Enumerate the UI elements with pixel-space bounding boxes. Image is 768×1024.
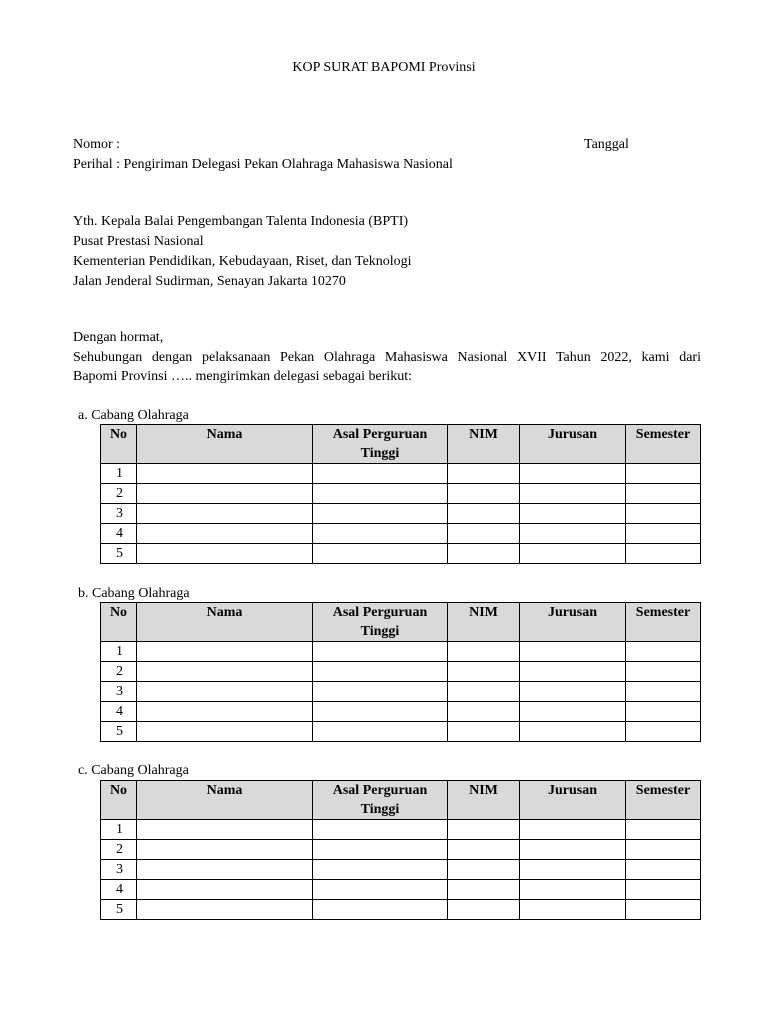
table-cell[interactable] xyxy=(520,702,626,722)
table-cell[interactable] xyxy=(520,880,626,900)
row-number: 5 xyxy=(101,544,137,564)
table-cell[interactable] xyxy=(626,840,701,860)
table-row xyxy=(101,524,701,544)
section-label: c. Cabang Olahraga xyxy=(78,763,189,778)
table-cell[interactable] xyxy=(313,662,448,682)
table-cell[interactable] xyxy=(137,722,313,742)
column-header: Nama xyxy=(137,603,313,642)
table-header-row xyxy=(101,781,701,820)
table-cell[interactable] xyxy=(448,722,520,742)
table-header-row xyxy=(101,603,701,642)
table-row xyxy=(101,820,701,840)
column-header: No xyxy=(101,781,137,820)
table-cell[interactable] xyxy=(313,504,448,524)
table-cell[interactable] xyxy=(520,484,626,504)
perihal-field: Perihal : Pengiriman Delegasi Pekan Olahraga Mahasiswa Nasional xyxy=(73,157,453,172)
recipient-line: Yth. Kepala Balai Pengembangan Talenta Indonesia (BPTI) xyxy=(73,214,409,229)
table-cell[interactable] xyxy=(448,642,520,662)
table-cell[interactable] xyxy=(137,544,313,564)
table-cell[interactable] xyxy=(520,544,626,564)
delegation-table xyxy=(100,424,701,564)
column-header: Nama xyxy=(137,425,313,464)
table-cell[interactable] xyxy=(626,880,701,900)
delegation-table xyxy=(100,602,701,742)
row-number: 3 xyxy=(101,682,137,702)
table-cell[interactable] xyxy=(313,642,448,662)
column-header: Jurusan xyxy=(520,425,626,464)
table-cell[interactable] xyxy=(313,702,448,722)
column-header: Semester xyxy=(626,781,701,820)
table-cell[interactable] xyxy=(137,662,313,682)
table-row xyxy=(101,484,701,504)
table-row xyxy=(101,840,701,860)
table-cell[interactable] xyxy=(313,860,448,880)
row-number: 3 xyxy=(101,860,137,880)
table-cell[interactable] xyxy=(626,524,701,544)
table-cell[interactable] xyxy=(520,524,626,544)
table-cell[interactable] xyxy=(137,642,313,662)
table-row xyxy=(101,544,701,564)
column-header: Semester xyxy=(626,603,701,642)
column-header: Asal Perguruan Tinggi xyxy=(313,425,448,464)
recipient-line: Kementerian Pendidikan, Kebudayaan, Riset, dan Teknologi xyxy=(73,254,412,269)
table-cell[interactable] xyxy=(137,484,313,504)
table-cell[interactable] xyxy=(313,840,448,860)
table-cell[interactable] xyxy=(520,464,626,484)
table-cell[interactable] xyxy=(137,880,313,900)
table-cell[interactable] xyxy=(626,682,701,702)
table-row xyxy=(101,880,701,900)
column-header: Asal Perguruan Tinggi xyxy=(313,781,448,820)
column-header: NIM xyxy=(448,603,520,642)
table-row xyxy=(101,722,701,742)
table-cell[interactable] xyxy=(520,820,626,840)
recipient-line: Pusat Prestasi Nasional xyxy=(73,234,204,249)
row-number: 1 xyxy=(101,464,137,484)
table-cell[interactable] xyxy=(448,662,520,682)
nomor-field: Nomor : xyxy=(73,137,121,152)
row-number: 3 xyxy=(101,504,137,524)
table-cell[interactable] xyxy=(626,484,701,504)
table-cell[interactable] xyxy=(448,860,520,880)
column-header: Semester xyxy=(626,425,701,464)
row-number: 2 xyxy=(101,840,137,860)
table-cell[interactable] xyxy=(313,484,448,504)
table-cell[interactable] xyxy=(520,840,626,860)
table-cell[interactable] xyxy=(137,860,313,880)
table-cell[interactable] xyxy=(137,840,313,860)
table-cell[interactable] xyxy=(448,702,520,722)
table-header-row xyxy=(101,425,701,464)
row-number: 1 xyxy=(101,642,137,662)
row-number: 4 xyxy=(101,524,137,544)
section-label: b. Cabang Olahraga xyxy=(78,586,190,601)
table-row xyxy=(101,662,701,682)
table-cell[interactable] xyxy=(626,702,701,722)
table-row xyxy=(101,504,701,524)
table-cell[interactable] xyxy=(448,544,520,564)
section-label: a. Cabang Olahraga xyxy=(78,408,189,423)
table-cell[interactable] xyxy=(137,464,313,484)
table-cell[interactable] xyxy=(626,464,701,484)
table-row xyxy=(101,642,701,662)
table-cell[interactable] xyxy=(520,662,626,682)
table-cell[interactable] xyxy=(448,484,520,504)
table-cell[interactable] xyxy=(137,900,313,920)
table-cell[interactable] xyxy=(137,820,313,840)
column-header: No xyxy=(101,603,137,642)
paragraph-line: Sehubungan dengan pelaksanaan Pekan Olahraga Mahasiswa Nasional XVII Tahun 2022, kami dari xyxy=(73,350,701,365)
table-cell[interactable] xyxy=(626,662,701,682)
column-header: Jurusan xyxy=(520,603,626,642)
table-cell[interactable] xyxy=(520,682,626,702)
column-header: No xyxy=(101,425,137,464)
table-cell[interactable] xyxy=(448,820,520,840)
row-number: 4 xyxy=(101,880,137,900)
table-cell[interactable] xyxy=(137,524,313,544)
row-number: 2 xyxy=(101,662,137,682)
table-cell[interactable] xyxy=(137,702,313,722)
table-cell[interactable] xyxy=(448,504,520,524)
table-cell[interactable] xyxy=(626,544,701,564)
table-cell[interactable] xyxy=(448,464,520,484)
table-cell[interactable] xyxy=(137,682,313,702)
table-row xyxy=(101,682,701,702)
table-row xyxy=(101,702,701,722)
table-cell[interactable] xyxy=(313,464,448,484)
body-paragraph xyxy=(73,348,701,386)
table-cell[interactable] xyxy=(448,840,520,860)
delegation-table xyxy=(100,780,701,920)
tanggal-field: Tanggal xyxy=(584,137,629,152)
table-cell[interactable] xyxy=(520,642,626,662)
table-cell[interactable] xyxy=(520,860,626,880)
column-header: Nama xyxy=(137,781,313,820)
greeting: Dengan hormat, xyxy=(73,330,164,345)
table-cell[interactable] xyxy=(448,682,520,702)
table-cell[interactable] xyxy=(520,900,626,920)
table-row xyxy=(101,860,701,880)
column-header: Asal Perguruan Tinggi xyxy=(313,603,448,642)
column-header: NIM xyxy=(448,425,520,464)
recipient-address xyxy=(73,212,412,292)
table-cell[interactable] xyxy=(626,860,701,880)
row-number: 5 xyxy=(101,722,137,742)
table-cell[interactable] xyxy=(313,544,448,564)
table-cell[interactable] xyxy=(313,820,448,840)
table-cell[interactable] xyxy=(137,504,313,524)
recipient-line: Jalan Jenderal Sudirman, Senayan Jakarta 10270 xyxy=(73,274,346,289)
table-cell[interactable] xyxy=(626,642,701,662)
table-cell[interactable] xyxy=(448,880,520,900)
table-cell[interactable] xyxy=(448,900,520,920)
table-cell[interactable] xyxy=(448,524,520,544)
paragraph-line: Bapomi Provinsi ….. mengirimkan delegasi sebagai berikut: xyxy=(73,369,413,384)
row-number: 2 xyxy=(101,484,137,504)
table-cell[interactable] xyxy=(313,524,448,544)
table-cell[interactable] xyxy=(313,880,448,900)
letterhead: KOP SURAT BAPOMI Provinsi xyxy=(292,60,476,75)
column-header: Jurusan xyxy=(520,781,626,820)
table-row xyxy=(101,464,701,484)
table-cell[interactable] xyxy=(626,900,701,920)
table-cell[interactable] xyxy=(520,722,626,742)
row-number: 5 xyxy=(101,900,137,920)
table-row xyxy=(101,900,701,920)
row-number: 1 xyxy=(101,820,137,840)
table-cell[interactable] xyxy=(626,722,701,742)
table-cell[interactable] xyxy=(626,504,701,524)
table-cell[interactable] xyxy=(313,900,448,920)
column-header: NIM xyxy=(448,781,520,820)
row-number: 4 xyxy=(101,702,137,722)
table-cell[interactable] xyxy=(313,722,448,742)
table-cell[interactable] xyxy=(520,504,626,524)
table-cell[interactable] xyxy=(313,682,448,702)
table-cell[interactable] xyxy=(626,820,701,840)
